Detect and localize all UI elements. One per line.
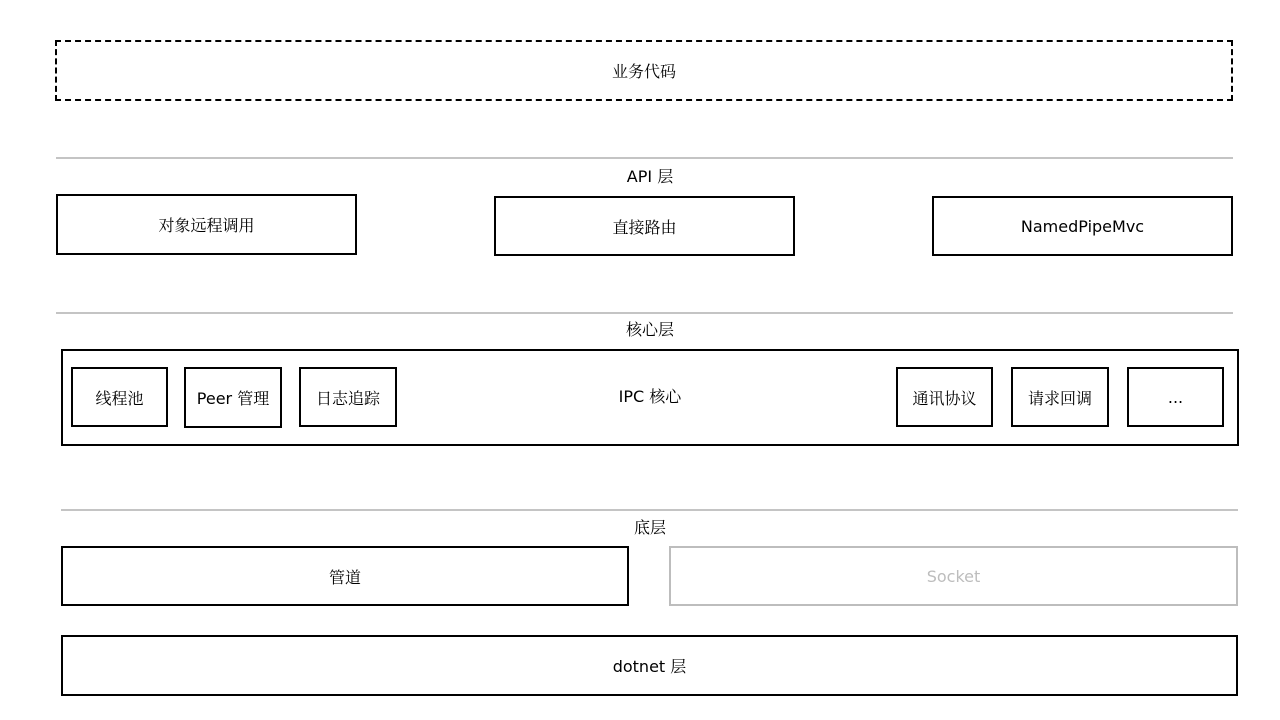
core-item-request-callback: [1011, 367, 1109, 427]
business-code-label: 业务代码: [611, 62, 676, 81]
core-item-label: ...: [1167, 387, 1184, 407]
business-code-box: [55, 40, 1233, 101]
bottom-item-socket: [669, 546, 1238, 606]
core-item-thread-pool: [71, 367, 168, 427]
dotnet-layer-label: dotnet 层: [612, 657, 687, 676]
core-item-communication-protocol: [896, 367, 993, 427]
bottom-item-pipe: [61, 546, 629, 606]
bottom-layer-divider: [61, 509, 1238, 511]
api-item-remote-object-call: [56, 194, 357, 255]
core-layer-divider: [56, 312, 1233, 314]
core-item-label: 线程池: [95, 388, 144, 408]
core-item-log-tracing: [299, 367, 397, 427]
core-item-peer-management: [184, 367, 282, 428]
bottom-item-label: Socket: [926, 566, 981, 586]
core-layer-title: 核心层: [625, 320, 675, 339]
api-item-direct-routing: [494, 196, 795, 256]
core-item-more: [1127, 367, 1224, 427]
api-layer-divider: [56, 157, 1233, 159]
bottom-layer-title: 底层: [633, 518, 667, 537]
ipc-core-label: IPC 核心: [618, 387, 682, 406]
api-item-label: 对象远程调用: [158, 216, 255, 235]
api-item-namedpipemvc: [932, 196, 1233, 256]
core-item-label: 通讯协议: [912, 388, 977, 408]
core-item-label: Peer 管理: [196, 389, 270, 408]
core-item-label: 日志追踪: [315, 388, 380, 408]
core-item-label: 请求回调: [1027, 388, 1092, 408]
api-item-label: NamedPipeMvc: [1020, 216, 1145, 236]
api-layer-title: API 层: [626, 167, 674, 186]
dotnet-layer-box: [61, 635, 1238, 696]
api-item-label: 直接路由: [612, 217, 677, 237]
bottom-item-label: 管道: [328, 567, 361, 587]
